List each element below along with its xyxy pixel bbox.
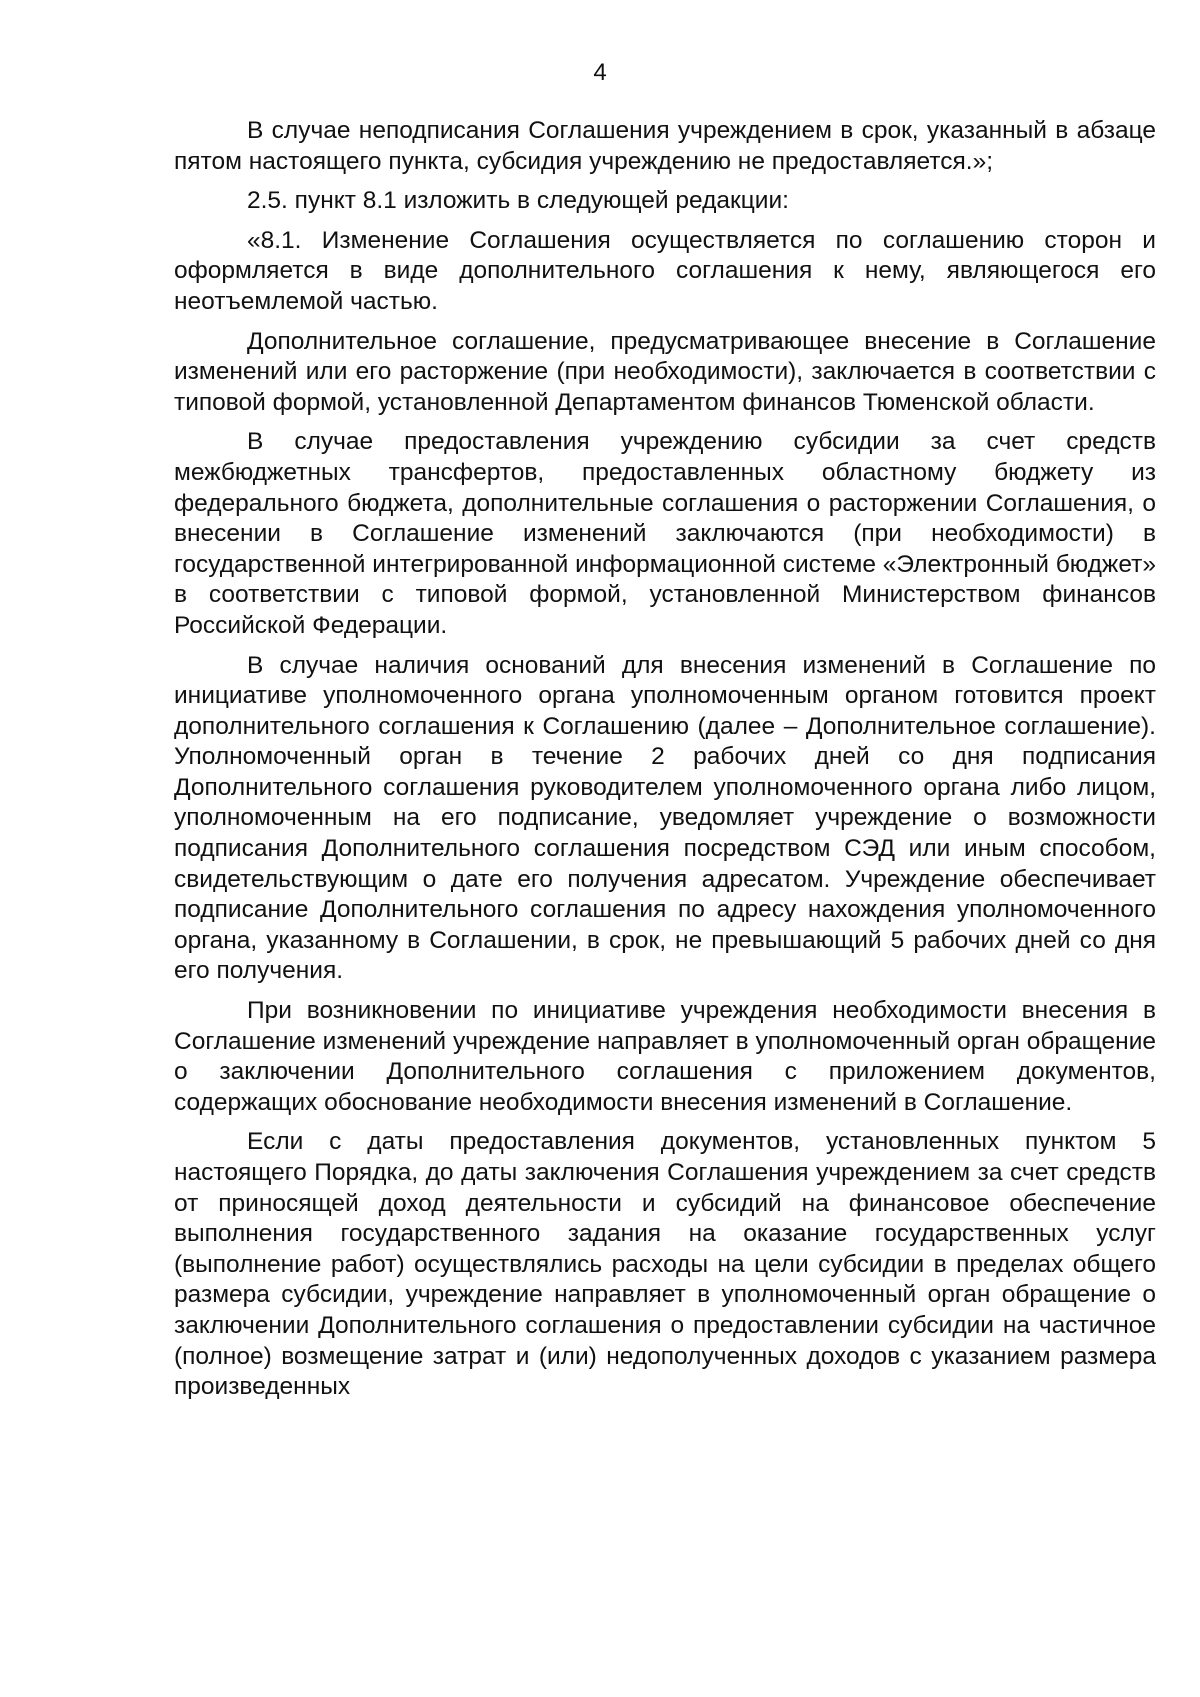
paragraph-5: В случае предоставления учреждению субсидии за счет средств межбюджетных трансфертов, предоставленных областному бюджету из федерального бюджета, дополнительные соглашения о расторжении Соглашения, о внесении в Соглашение изменений заключаются (при необходимости) в государственной интегрированной информационной системе «Электронный бюджет» в соответствии с типовой формой, установленной Министерством финансов Российской Федерации. (174, 428, 1156, 639)
paragraph-7: При возникновении по инициативе учреждения необходимости внесения в Соглашение изменений учреждение направляет в уполномоченный орган обращение о заключении Дополнительного соглашения с приложением документов, содержащих обоснование необходимости внесения изменений в Соглашение. (174, 997, 1156, 1116)
paragraph-2: 2.5. пункт 8.1 изложить в следующей редакции: (247, 187, 789, 215)
document-body (174, 116, 1156, 1412)
paragraph-1: В случае неподписания Соглашения учреждением в срок, указанный в абзаце пятом настоящего пункта, субсидия учреждению не предоставляется.»; (174, 117, 1156, 175)
paragraph-8: Если с даты предоставления документов, установленных пунктом 5 настоящего Порядка, до даты заключения Соглашения учреждением за счет средств от приносящей доход деятельности и субсидий на финансовое обеспечение выполнения государственного задания на оказание государственных услуг (выполнение работ) осуществлялись расходы на цели субсидии в пределах общего размера субсидии, учреждение направляет в уполномоченный орган обращение о заключении Дополнительного соглашения о предоставлении субсидии на частичное (полное) возмещение затрат и (или) недополученных доходов с указанием размера произведенных (174, 1128, 1156, 1401)
page-number: 4 (593, 59, 607, 86)
paragraph-4: Дополнительное соглашение, предусматривающее внесение в Соглашение изменений или его расторжение (при необходимости), заключается в соответствии с типовой формой, установленной Департаментом финансов Тюменской области. (174, 327, 1156, 416)
paragraph-3: «8.1. Изменение Соглашения осуществляется по соглашению сторон и оформляется в виде дополнительного соглашения к нему, являющегося его неотъемлемой частью. (174, 226, 1156, 315)
paragraph-6: В случае наличия оснований для внесения изменений в Соглашение по инициативе уполномоченного органа уполномоченным органом готовится проект дополнительного соглашения к Соглашению (далее – Дополнительное соглашение). Уполномоченный орган в течение 2 рабочих дней со дня подписания Дополнительного соглашения руководителем уполномоченного органа либо лицом, уполномоченным на его подписание, уведомляет учреждение о возможности подписания Дополнительного соглашения посредством СЭД или иным способом, свидетельствующим о дате его получения адресатом. Учреждение обеспечивает подписание Дополнительного соглашения по адресу нахождения уполномоченного органа, указанному в Соглашении, в срок, не превышающий 5 рабочих дней со дня его получения. (174, 651, 1156, 985)
